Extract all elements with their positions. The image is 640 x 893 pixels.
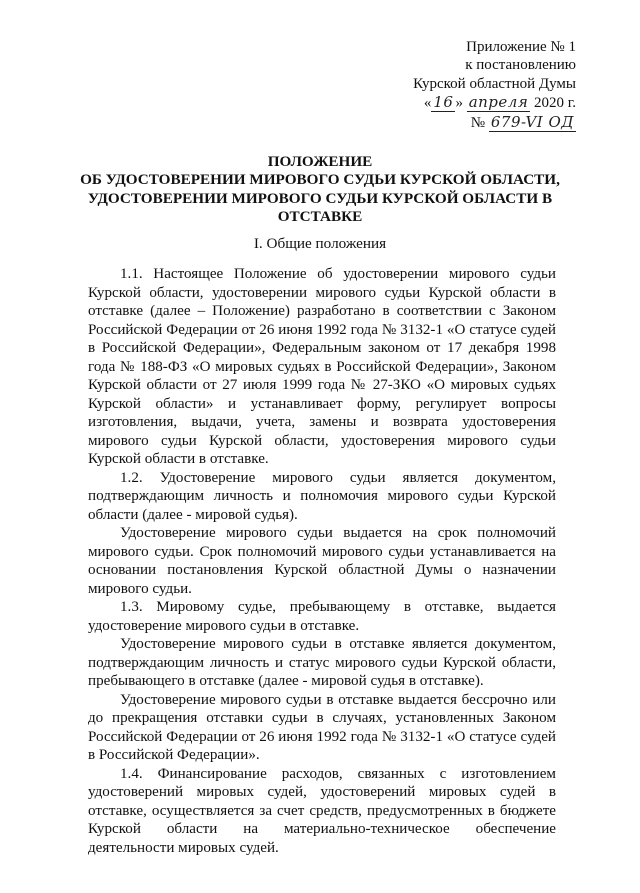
document-title [80,153,560,227]
paragraph-1-2-term: Удостоверение мирового судьи выдается на срок полномочий мирового судьи. Срок полномочий мирового судьи устанавливается на основании постановления Курской областной Думы о назначении мирового судьи. [88,525,556,597]
appendix-number [360,113,576,132]
appendix-header [360,38,576,132]
date-month-handwritten: апреля [468,93,529,112]
date-year: 2020 г. [534,95,576,112]
appendix-line-3: Курской областной Думы [413,75,576,92]
title-line-4: ОТСТАВКЕ [277,208,363,226]
document-body [88,265,556,857]
title-line-1: ПОЛОЖЕНИЕ [267,153,373,170]
appendix-line-1: Приложение № 1 [466,39,576,55]
number-prefix: № [470,114,486,131]
paragraph-1-3-document: Удостоверение мирового судьи в отставке является документом, подтверждающим личность и статус мирового судьи Курской области, пребывающего в отставке (далее - мировой судья в отставке). [88,636,556,689]
paragraph-1-1: 1.1. Настоящее Положение об удостоверении мирового судьи Курской области, удостоверении мирового судьи Курской области в отставке (далее – Положение) разработано в соответствии с Законом Российской Федерации от 26 июня 1992 года № 3132-1 «О статусе судей в Российской Федерации», Федеральным законом от 17 декабря 1998 года № 188-ФЗ «О мировых судьях в Российской Федерации», Законом Курской области от 27 июля 1999 года № 27-ЗКО «О мировых судьях Курской области» и устанавливает форму, регулирует вопросы изготовления, выдачи, учета, замены и возврата удостоверения мирового судьи Курской области, удостоверения мирового судьи Курской области в отставке. [88,266,556,467]
date-close-quote: » [455,95,463,112]
paragraph-1-4: 1.4. Финансирование расходов, связанных с изготовлением удостоверений мировых судей, удостоверений мировых судей в отставке, осуществляется за счет средств, предусмотренных в бюджете Курской области на материально-техническое обеспечение деятельности мировых судей. [88,765,556,856]
paragraph-1-3-term: Удостоверение мирового судьи в отставке выдается бессрочно или до прекращения отставки судьи в случаях, установленных Законом Российской Федерации от 26 июня 1992 года № 3132-1 «О статусе судей в Российской Федерации». [88,691,556,763]
paragraph-1-2: 1.2. Удостоверение мирового судьи является документом, подтверждающим личность и полномочия мирового судьи Курской области (далее - мировой судья). [88,469,556,523]
title-line-2: ОБ УДОСТОВЕРЕНИИ МИРОВОГО СУДЬИ КУРСКОЙ ОБЛАСТИ, [80,171,560,189]
date-day-handwritten: 16 [433,93,454,112]
date-open-quote: « [423,95,432,112]
title-line-3: УДОСТОВЕРЕНИИ МИРОВОГО СУДЬИ КУРСКОЙ ОБЛАСТИ В [87,189,553,207]
appendix-date [360,93,576,112]
number-handwritten: 679-VI ОД [490,112,574,131]
section-heading: I. Общие положения [253,235,387,252]
appendix-line-2: к постановлению [465,57,576,74]
paragraph-1-3: 1.3. Мировому судье, пребывающему в отставке, выдается удостоверение мирового судьи в отставке. [88,599,556,634]
